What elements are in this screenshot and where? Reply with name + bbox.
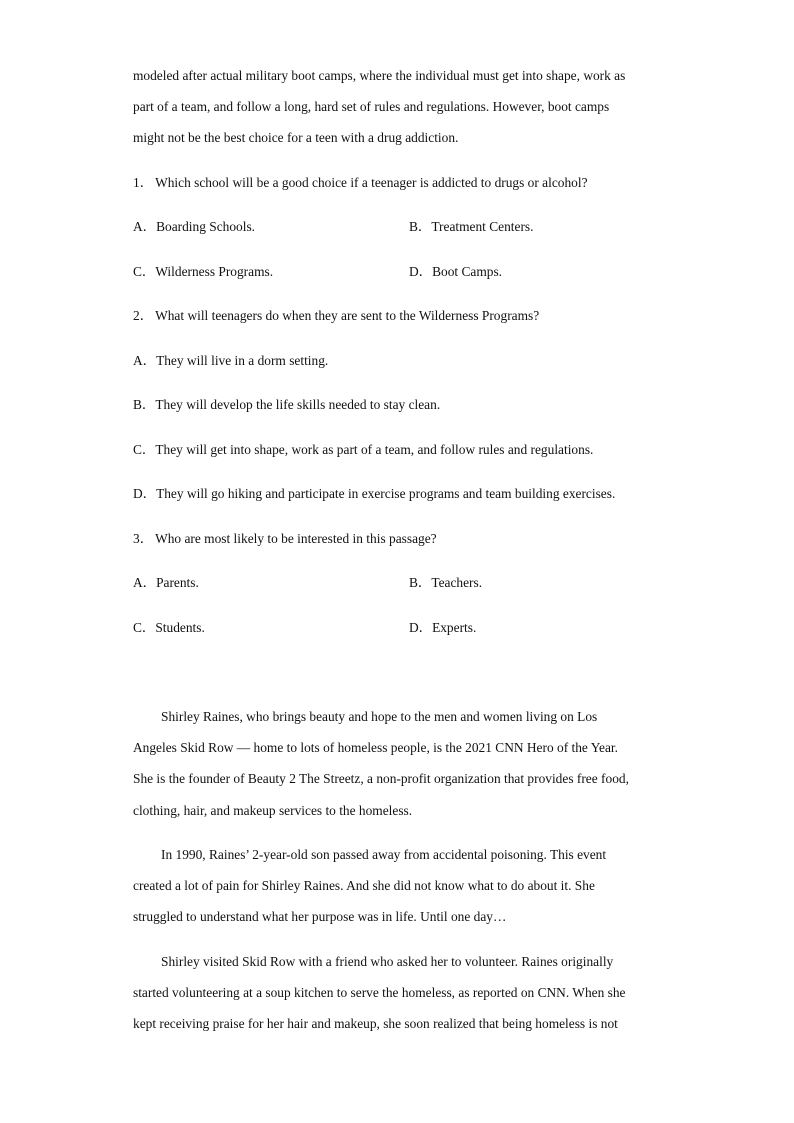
paragraph-1-line: She is the founder of Beauty 2 The Streetz, a non-profit organization that provides free food, — [133, 771, 629, 786]
option-text: Boarding Schools. — [156, 219, 256, 234]
question-1-option-b — [409, 218, 533, 236]
option-label: B． — [409, 219, 432, 234]
paragraph-2-line: created a lot of pain for Shirley Raines. And she did not know what to do about it. She — [133, 878, 595, 893]
option-label: A． — [133, 353, 157, 368]
question-2-option-c — [133, 441, 593, 459]
paragraph-3-line: Shirley visited Skid Row with a friend who asked her to volunteer. Raines originally — [161, 954, 614, 969]
option-text: Boot Camps. — [432, 264, 502, 279]
option-label: B． — [409, 575, 432, 590]
question-text: What will teenagers do when they are sent to the Wilderness Programs? — [155, 308, 540, 323]
question-2 — [133, 307, 539, 325]
question-number: 2． — [133, 308, 154, 323]
question-3-option-c — [133, 619, 205, 637]
question-number: 3． — [133, 531, 154, 546]
paragraph-1-line: clothing, hair, and makeup services to the homeless. — [133, 803, 413, 818]
option-text: Wilderness Programs. — [155, 264, 274, 279]
question-text: Which school will be a good choice if a teenager is addicted to drugs or alcohol? — [155, 175, 588, 190]
option-text: Teachers. — [431, 575, 483, 590]
paragraph-2-line: struggled to understand what her purpose was in life. Until one day… — [133, 909, 507, 924]
question-1-option-d — [409, 263, 502, 281]
question-2-option-b — [133, 396, 440, 414]
question-1-option-a — [133, 218, 255, 236]
option-label: D． — [133, 486, 157, 501]
option-label: D． — [409, 264, 433, 279]
question-3-option-b — [409, 574, 482, 592]
question-1 — [133, 174, 588, 192]
option-label: C． — [133, 442, 156, 457]
question-3-option-a — [133, 574, 199, 592]
option-text: They will develop the life skills needed to stay clean. — [155, 397, 441, 412]
paragraph-3-line: started volunteering at a soup kitchen to serve the homeless, as reported on CNN. When she — [133, 985, 626, 1000]
option-label: B． — [133, 397, 156, 412]
question-3-option-d — [409, 619, 476, 637]
option-label: A． — [133, 219, 157, 234]
question-2-option-a — [133, 352, 328, 370]
paragraph-2-line: In 1990, Raines’ 2-year-old son passed away from accidental poisoning. This event — [161, 847, 607, 862]
passage-line: modeled after actual military boot camps, where the individual must get into shape, work as — [133, 68, 626, 83]
option-text: They will get into shape, work as part of a team, and follow rules and regulations. — [155, 442, 594, 457]
question-text: Who are most likely to be interested in this passage? — [155, 531, 437, 546]
passage-line: part of a team, and follow a long, hard set of rules and regulations. However, boot camps — [133, 99, 610, 114]
option-text: They will live in a dorm setting. — [156, 353, 329, 368]
option-text: Treatment Centers. — [431, 219, 534, 234]
option-text: Students. — [155, 620, 205, 635]
paragraph-3-line: kept receiving praise for her hair and makeup, she soon realized that being homeless is not — [133, 1016, 618, 1031]
option-label: C． — [133, 264, 156, 279]
question-2-option-d — [133, 485, 615, 503]
paragraph-1-line: Shirley Raines, who brings beauty and hope to the men and women living on Los — [161, 709, 598, 724]
option-text: They will go hiking and participate in exercise programs and team building exercises. — [156, 486, 616, 501]
question-1-option-c — [133, 263, 273, 281]
option-text: Experts. — [432, 620, 477, 635]
paragraph-1-line: Angeles Skid Row — home to lots of homeless people, is the 2021 CNN Hero of the Year. — [133, 740, 618, 755]
option-label: A． — [133, 575, 157, 590]
option-label: C． — [133, 620, 156, 635]
passage-line: might not be the best choice for a teen with a drug addiction. — [133, 130, 459, 145]
question-number: 1． — [133, 175, 154, 190]
option-label: D． — [409, 620, 433, 635]
question-3 — [133, 530, 437, 548]
option-text: Parents. — [156, 575, 199, 590]
